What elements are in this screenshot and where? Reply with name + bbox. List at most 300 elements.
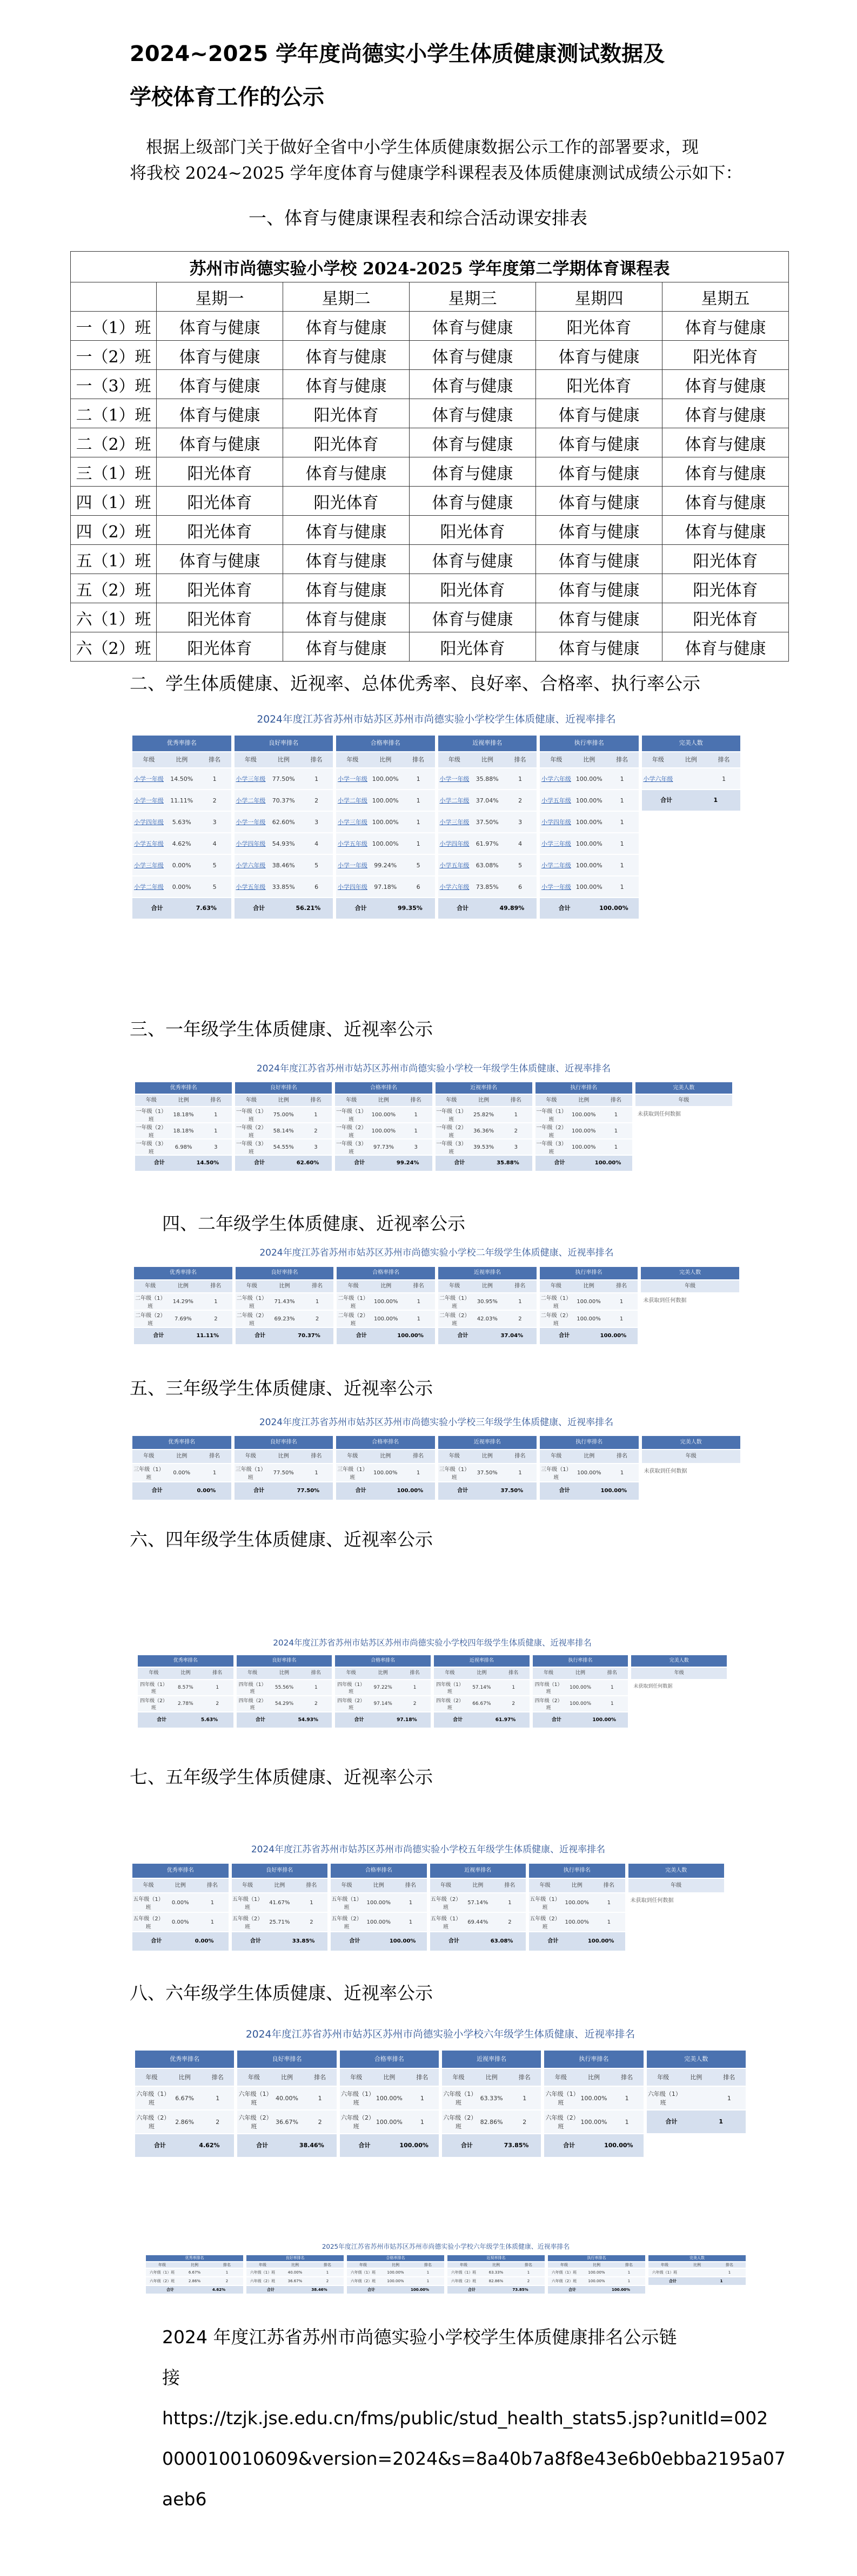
ranking-group-header: 优秀率排名	[132, 1864, 229, 1878]
ranking-grade-link[interactable]: 小学一年级	[337, 862, 367, 869]
ranking-cell: 37.04%	[476, 797, 499, 804]
schedule-cell: 体育与健康	[283, 457, 410, 487]
ranking-total-cell: 合计	[568, 2288, 576, 2292]
schedule-header-row	[71, 282, 789, 312]
ranking-cell: 100.00%	[371, 1111, 396, 1118]
ranking-row	[237, 1696, 332, 1711]
ranking-total-cell: 合计	[250, 1938, 261, 1944]
schedule-cell: 体育与健康	[283, 632, 410, 662]
ranking-total-row	[232, 1932, 328, 1951]
schedule-row	[71, 457, 789, 487]
ranking-cell: 100.00%	[577, 1298, 601, 1305]
ranking-row	[535, 1123, 632, 1138]
link-url-line1[interactable]: https://tzjk.jse.edu.cn/fms/public/stud_health_stats5.jsp?unitId=002	[162, 2408, 768, 2429]
ranking-total-row	[335, 1712, 431, 1728]
ranking-group-header: 执行率排名	[535, 1082, 632, 1094]
ranking-grade-link[interactable]: 小学四年级	[337, 884, 367, 891]
schedule-row	[71, 428, 789, 457]
ranking-row	[529, 1913, 625, 1931]
ranking-subheader	[134, 1280, 232, 1293]
ranking-group-header: 优秀率排名	[132, 736, 231, 751]
ranking-grade-link[interactable]: 小学一年级	[236, 819, 266, 826]
ranking-subheader-cell: 比例	[278, 1453, 289, 1459]
ranking-column	[335, 1082, 432, 1171]
ranking-grade-link[interactable]: 小学四年级	[439, 840, 470, 847]
ranking-grade-link: 六年级（2）班	[149, 2279, 175, 2283]
schedule-cell: 体育与健康	[410, 487, 536, 516]
ranking-cell: 40.00%	[287, 2270, 303, 2275]
ranking-subheader-cell: 比例	[177, 1283, 189, 1289]
ranking-total-cell: 100.00%	[600, 1488, 627, 1494]
ranking-cell: 1	[212, 775, 217, 783]
ranking-grade-link[interactable]: 小学六年级	[643, 776, 673, 783]
ranking-grade-link[interactable]: 小学一年级	[439, 776, 470, 783]
ranking-grade-link[interactable]: 小学五年级	[236, 884, 266, 891]
ranking-empty-text: 未获取到任何数据	[643, 1298, 687, 1304]
ranking-row	[540, 833, 639, 854]
ranking-cell: 1	[727, 2094, 731, 2102]
ranking-grade-link[interactable]: 小学二年级	[337, 797, 367, 804]
ranking-grade-link[interactable]: 小学六年级	[541, 776, 571, 783]
ranking-grade-link[interactable]: 小学二年级	[439, 797, 470, 804]
ranking-subheader-cell: 年级	[554, 2073, 567, 2081]
schedule-cell: 体育与健康	[662, 428, 789, 457]
ranking-row	[335, 1123, 432, 1138]
ranking-subheader-cell: 年级	[449, 1283, 460, 1289]
ranking-grade-link[interactable]: 小学四年级	[133, 819, 164, 826]
ranking-title: 2024年度江苏省苏州市姑苏区苏州市尚德实验小学校三年级学生体质健康、近视率排名	[259, 1417, 614, 1428]
schedule-row	[71, 370, 789, 399]
ranking-total-row	[540, 1328, 638, 1344]
ranking-grade-link[interactable]: 小学六年级	[439, 884, 470, 891]
ranking-total-cell: 38.46%	[299, 2142, 324, 2149]
ranking-row	[335, 1696, 431, 1711]
ranking-group-header: 完美人数	[631, 1655, 727, 1667]
ranking-group-header: 良好率排名	[236, 1267, 334, 1279]
ranking-column	[232, 1864, 328, 1951]
ranking-cell: 2	[212, 797, 217, 804]
ranking-row	[235, 812, 333, 832]
ranking-cell: 6	[518, 883, 523, 891]
ranking-total-row	[533, 1712, 628, 1728]
ranking-column	[533, 1655, 628, 1728]
ranking-column	[438, 736, 537, 919]
ranking-cell: 73.85%	[476, 883, 499, 891]
ranking-total-cell: 100.00%	[611, 2288, 631, 2292]
ranking-grade-link[interactable]: 小学四年级	[541, 819, 571, 826]
ranking-group-header: 优秀率排名	[134, 1267, 232, 1279]
ranking-total-row	[235, 1156, 332, 1171]
ranking-empty-text: 未获取到任何数据	[637, 1111, 681, 1117]
ranking-grade-link: 六年级（1）班	[451, 2270, 477, 2275]
ranking-total-cell: 100.00%	[592, 1717, 617, 1723]
ranking-row	[132, 812, 231, 832]
ranking-grade-link[interactable]: 小学三年级	[236, 776, 266, 783]
ranking-subheader-cell: 排名	[510, 1097, 521, 1103]
ranking-subheader-cell: 排名	[206, 1882, 218, 1889]
ranking-row	[246, 2277, 344, 2285]
ranking-subheader	[146, 2262, 243, 2268]
ranking-column	[642, 736, 741, 919]
ranking-column	[540, 1436, 639, 1500]
ranking-cell: 1	[416, 797, 420, 804]
ranking-row	[235, 1123, 332, 1138]
ranking-cell: 2	[527, 2279, 530, 2283]
ranking-subheader-cell: 比例	[575, 1670, 586, 1676]
ranking-column	[436, 1082, 532, 1171]
schedule-cell: 体育与健康	[157, 545, 283, 574]
ranking-row	[132, 790, 231, 811]
section-heading-6: 六、四年级学生体质健康、近视率公示	[130, 1529, 433, 1550]
ranking-cell: 6	[314, 883, 319, 891]
ranking-total-cell: 62.60%	[296, 1160, 319, 1166]
ranking-row	[438, 1311, 537, 1327]
schedule-row	[71, 632, 789, 662]
ranking-column	[347, 2255, 444, 2294]
schedule-cell: 体育与健康	[410, 399, 536, 428]
ranking-row	[335, 1139, 432, 1155]
ranking-row	[336, 812, 435, 832]
ranking-total-row	[647, 2110, 746, 2133]
ranking-cell: 1	[619, 1316, 624, 1322]
link-intro-line2: 接	[162, 2367, 180, 2388]
ranking-grade-link: 六年级（1）班	[647, 2091, 679, 2106]
ranking-cell: 40.00%	[276, 2094, 298, 2102]
ranking-group-header: 近视率排名	[436, 1082, 532, 1094]
ranking-subheader	[246, 2262, 344, 2268]
ranking-empty-text: 未获取到任何数据	[644, 1468, 687, 1474]
ranking-cell: 57.14%	[467, 1899, 488, 1906]
ranking-grade-link[interactable]: 小学一年级	[133, 797, 164, 804]
ranking-subheader-cell: 年级	[685, 1453, 697, 1459]
ranking-subheader-cell: 排名	[625, 2262, 633, 2267]
ranking-column	[340, 2051, 439, 2157]
ranking-subheader-cell: 比例	[380, 1283, 392, 1289]
ranking-group-header: 良好率排名	[235, 736, 333, 751]
ranking-subheader-cell: 比例	[378, 1670, 388, 1676]
ranking-cell: 100.00%	[572, 1128, 596, 1134]
ranking-subheader	[447, 2262, 545, 2268]
ranking-grade-link: 三年级（1）班	[337, 1467, 368, 1481]
schedule-cell: 体育与健康	[662, 516, 789, 545]
ranking-grade-link: 三年级（1）班	[133, 1467, 164, 1481]
link-url-line3[interactable]: aeb6	[162, 2489, 207, 2510]
ranking-row	[235, 1464, 333, 1481]
ranking-subheader-cell: 排名	[310, 1097, 322, 1103]
ranking-subheader-cell: 年级	[143, 1882, 154, 1889]
ranking-total-cell: 合计	[665, 2118, 678, 2125]
ranking-grade-link[interactable]: 小学四年级	[236, 840, 266, 847]
ranking-row	[648, 2269, 746, 2276]
ranking-cell: 36.67%	[287, 2279, 303, 2283]
schedule-cell: 体育与健康	[157, 428, 283, 457]
ranking-subheader-cell: 年级	[247, 1670, 258, 1676]
schedule-cell: 体育与健康	[410, 428, 536, 457]
ranking-grade-link[interactable]: 小学五年级	[541, 797, 571, 804]
ranking-cell: 100.00%	[372, 797, 399, 804]
ranking-total-row	[447, 2286, 545, 2294]
schedule-class-cell: 二（1）班	[71, 399, 157, 428]
ranking-subheader-cell: 年级	[246, 1283, 257, 1289]
ranking-grade-link[interactable]: 小学一年级	[337, 776, 367, 783]
ranking-grade6-small	[146, 2241, 746, 2298]
ranking-cell: 58.14%	[273, 1128, 294, 1134]
ranking-subheader-cell: 年级	[551, 1453, 562, 1459]
ranking-cell: 2	[512, 1701, 515, 1707]
ranking-subheader-cell: 年级	[452, 2073, 465, 2081]
ranking-total-cell: 73.85%	[512, 2288, 528, 2292]
ranking-column	[236, 1267, 334, 1344]
ranking-subheader-cell: 年级	[341, 1882, 352, 1889]
ranking-cell: 100.00%	[577, 1469, 601, 1476]
ranking-grade-link: 一年级（2）班	[236, 1125, 267, 1139]
ranking-grade-link: 三年级（1）班	[439, 1467, 470, 1481]
ranking-total-cell: 100.00%	[604, 2142, 633, 2149]
schedule-cell: 体育与健康	[662, 632, 789, 662]
ranking-row	[331, 1893, 427, 1912]
ranking-cell: 1	[523, 2094, 527, 2102]
ranking-cell: 2	[508, 1919, 512, 1925]
ranking-grade-link[interactable]: 小学三年级	[133, 862, 164, 869]
ranking-row	[246, 2269, 344, 2276]
schedule-cell: 阳光体育	[662, 603, 789, 632]
ranking-cell: 6.98%	[175, 1144, 192, 1150]
ranking-row	[132, 768, 231, 789]
ranking-grade-link[interactable]: 小学五年级	[439, 862, 470, 869]
ranking-cell: 1	[409, 1919, 413, 1925]
ranking-row	[540, 1293, 638, 1310]
ranking-subheader-cell: 排名	[723, 2073, 735, 2081]
ranking-cell: 1	[409, 1899, 413, 1906]
ranking-cell: 1	[214, 1128, 218, 1134]
ranking-cell: 8.57%	[178, 1685, 193, 1690]
ranking-cell: 2	[216, 2118, 220, 2126]
ranking-total-cell: 合计	[354, 905, 367, 912]
ranking-total-cell: 100.00%	[599, 905, 628, 912]
ranking-grade-link[interactable]: 小学二年级	[133, 884, 164, 891]
schedule-class-cell: 一（3）班	[71, 370, 157, 399]
schedule-row	[71, 341, 789, 370]
ranking-row	[235, 790, 333, 811]
ranking-row	[138, 1680, 233, 1695]
schedule-cell: 阳光体育	[283, 487, 410, 516]
ranking-subheader-cell: 年级	[560, 2262, 568, 2267]
ranking-subheader	[132, 752, 231, 768]
ranking-subheader-cell: 年级	[678, 1097, 689, 1103]
ranking-subheader-cell: 比例	[593, 2262, 600, 2267]
ranking-subheader-cell: 年级	[346, 1097, 357, 1103]
ranking-subheader	[347, 2262, 444, 2268]
ranking-subheader-cell: 年级	[657, 2073, 669, 2081]
ranking-cell: 1	[614, 1128, 618, 1134]
ranking-cell: 100.00%	[371, 1128, 396, 1134]
ranking-row	[336, 768, 435, 789]
ranking-cell: 37.50%	[476, 818, 499, 826]
schedule-class-cell: 六（2）班	[71, 632, 157, 662]
ranking-column	[237, 1655, 332, 1728]
ranking-cell: 3	[314, 1144, 318, 1150]
ranking-subheader-cell: 排名	[410, 1670, 420, 1676]
ranking-subheader	[438, 1280, 537, 1293]
ranking-subheader-cell: 排名	[210, 1097, 222, 1103]
ranking-cell: 1	[426, 2279, 430, 2283]
ranking-total-cell: 合计	[349, 1938, 360, 1944]
ranking-subheader-cell: 比例	[380, 1453, 391, 1459]
ranking-row	[337, 1311, 435, 1327]
ranking-row	[331, 1913, 427, 1931]
ranking-grade-link[interactable]: 小学一年级	[541, 884, 571, 891]
ranking-grade-link: 六年级（2）班	[350, 2279, 376, 2283]
ranking-cell: 100.00%	[570, 1701, 592, 1707]
ranking-total-cell: 33.85%	[292, 1938, 315, 1944]
ranking-row	[430, 1913, 526, 1931]
ranking-subheader	[335, 1095, 432, 1106]
ranking-grade-link[interactable]: 小学三年级	[337, 819, 367, 826]
ranking-cell: 100.00%	[366, 1899, 391, 1906]
ranking-grade-link[interactable]: 小学二年级	[541, 862, 571, 869]
ranking-grade-link[interactable]: 小学一年级	[133, 776, 164, 783]
ranking-subheader	[237, 2069, 336, 2086]
link-url-line2[interactable]: 000010010609&version=2024&s=8a40b7a8f8e43e6b0ebba2195a07	[162, 2448, 786, 2469]
ranking-total-cell: 合计	[253, 1160, 265, 1166]
ranking-grade-link: 一年级（2）班	[436, 1125, 467, 1139]
ranking-grade-link: 四年级（2）班	[337, 1698, 365, 1711]
ranking-column	[235, 1436, 333, 1500]
ranking-cell: 5	[212, 883, 217, 891]
ranking-empty-text: 未获取到任何数据	[633, 1684, 673, 1689]
ranking-grade-link[interactable]: 小学六年级	[236, 862, 266, 869]
ranking-cell: 1	[326, 2270, 329, 2275]
ranking-grade-link: 五年级（1）班	[530, 1897, 560, 1911]
ranking-title: 2024年度江苏省苏州市姑苏区苏州市尚德实验小学校学生体质健康、近视率排名	[257, 714, 616, 725]
schedule-day-header: 星期二	[283, 282, 410, 312]
ranking-grade-link: 六年级（2）班	[551, 2279, 577, 2283]
ranking-grade-link: 五年级（2）班	[331, 1916, 362, 1930]
ranking-cell: 97.14%	[373, 1701, 392, 1707]
ranking-grade-link: 六年级（2）班	[238, 2114, 270, 2130]
schedule-cell: 体育与健康	[410, 457, 536, 487]
ranking-subheader-cell: 排名	[310, 756, 323, 763]
ranking-grade4	[138, 1634, 727, 1742]
ranking-row	[438, 833, 537, 854]
ranking-subheader-cell: 年级	[247, 2073, 260, 2081]
ranking-row	[434, 1696, 530, 1711]
ranking-subheader-cell: 比例	[583, 756, 595, 763]
ranking-grade-link: 一年级（1）班	[336, 1109, 367, 1123]
ranking-group-header: 执行率排名	[544, 2051, 643, 2068]
ranking-subheader	[641, 1280, 739, 1293]
section-heading-2: 二、学生体质健康、近视率、总体优秀率、良好率、合格率、执行率公示	[130, 673, 700, 694]
ranking-grade-link: 五年级（2）班	[232, 1916, 263, 1930]
schedule-cell: 体育与健康	[283, 574, 410, 603]
schedule-cell: 阳光体育	[662, 574, 789, 603]
ranking-group-header: 合格率排名	[347, 2255, 444, 2261]
schedule-day-header: 星期三	[410, 282, 536, 312]
ranking-grade-link[interactable]: 小学三年级	[541, 840, 571, 847]
ranking-total-cell: 1	[713, 797, 718, 804]
ranking-cell: 100.00%	[565, 1919, 589, 1925]
ranking-grade-link: 六年级（1）班	[250, 2270, 276, 2275]
ranking-grade-link[interactable]: 小学五年级	[133, 840, 164, 847]
ranking-cell: 100.00%	[580, 2094, 607, 2102]
ranking-grade-link[interactable]: 小学五年级	[337, 840, 367, 847]
ranking-subheader-cell: 排名	[210, 1283, 222, 1289]
ranking-grade-link[interactable]: 小学二年级	[236, 797, 266, 804]
ranking-total-row	[335, 1156, 432, 1171]
ranking-row	[540, 812, 639, 832]
ranking-cell: 2	[314, 1701, 318, 1707]
ranking-subheader-cell: 排名	[405, 1882, 416, 1889]
ranking-title: 2024年度江苏省苏州市姑苏区苏州市尚德实验小学校六年级学生体质健康、近视率排名	[245, 2029, 635, 2040]
ranking-total-cell: 49.89%	[499, 905, 525, 912]
ranking-column	[540, 1267, 638, 1344]
ranking-total-row	[436, 1156, 532, 1171]
ranking-cell: 42.03%	[477, 1316, 498, 1322]
ranking-subheader-cell: 年级	[440, 1882, 452, 1889]
schedule-day-header: 星期五	[662, 282, 789, 312]
ranking-title: 2024年度江苏省苏州市姑苏区苏州市尚德实验小学校五年级学生体质健康、近视率排名	[251, 1844, 606, 1855]
ranking-subheader	[648, 2262, 746, 2268]
ranking-total-row	[438, 1328, 537, 1344]
ranking-grade-link: 二年级（2）班	[338, 1313, 369, 1327]
ranking-group-header: 近视率排名	[447, 2255, 545, 2261]
ranking-subheader-cell: 年级	[544, 1670, 554, 1676]
section-heading-1: 一、体育与健康课程表和综合活动课安排表	[249, 207, 587, 228]
ranking-total-cell: 合计	[151, 905, 163, 912]
ranking-row	[232, 1913, 328, 1931]
ranking-grade-link: 六年级（1）班	[350, 2270, 376, 2275]
ranking-grade-link[interactable]: 小学三年级	[439, 819, 470, 826]
ranking-total-cell: 合计	[457, 905, 469, 912]
ranking-column	[642, 1436, 741, 1500]
ranking-empty-text: 未获取到任何数据	[630, 1898, 674, 1904]
ranking-total-row	[132, 1932, 229, 1951]
schedule-class-cell: 六（1）班	[71, 603, 157, 632]
ranking-cell: 3	[518, 818, 523, 826]
ranking-cell: 1	[426, 2270, 430, 2275]
ranking-subheader-cell: 排名	[324, 2262, 331, 2267]
ranking-column	[237, 2051, 336, 2157]
ranking-subheader-cell: 排名	[212, 1670, 223, 1676]
ranking-column	[132, 1436, 231, 1500]
ranking-cell: 1	[314, 1469, 318, 1476]
ranking-group-header: 合格率排名	[337, 1267, 435, 1279]
ranking-cell: 1	[728, 2270, 731, 2275]
ranking-subheader	[436, 1095, 532, 1106]
ranking-cell: 2	[315, 1316, 319, 1322]
ranking-total-cell: 5.63%	[200, 1717, 218, 1723]
ranking-cell: 1	[611, 1701, 614, 1707]
page-title-line1: 2024~2025 学年度尚德实小学生体质健康测试数据及	[130, 42, 665, 66]
ranking-subheader-cell: 排名	[413, 1283, 424, 1289]
ranking-cell: 1	[518, 1298, 522, 1305]
ranking-cell: 100.00%	[376, 2118, 403, 2126]
ranking-total-cell: 合计	[563, 2142, 575, 2149]
ranking-cell: 2.78%	[178, 1701, 193, 1707]
ranking-cell: 2	[216, 1701, 219, 1707]
ranking-cell: 100.00%	[570, 1685, 592, 1690]
ranking-cell: 18.18%	[173, 1128, 194, 1134]
ranking-subheader-cell: 年级	[347, 1453, 358, 1459]
schedule-cell: 阳光体育	[410, 632, 536, 662]
schedule-cell: 体育与健康	[410, 341, 536, 370]
ranking-row	[438, 1293, 537, 1310]
ranking-grade6	[135, 2022, 746, 2195]
ranking-cell: 4.62%	[172, 840, 191, 847]
ranking-cell: 100.00%	[376, 2094, 403, 2102]
ranking-total-cell: 合计	[255, 1333, 266, 1339]
ranking-subheader	[135, 2069, 234, 2086]
